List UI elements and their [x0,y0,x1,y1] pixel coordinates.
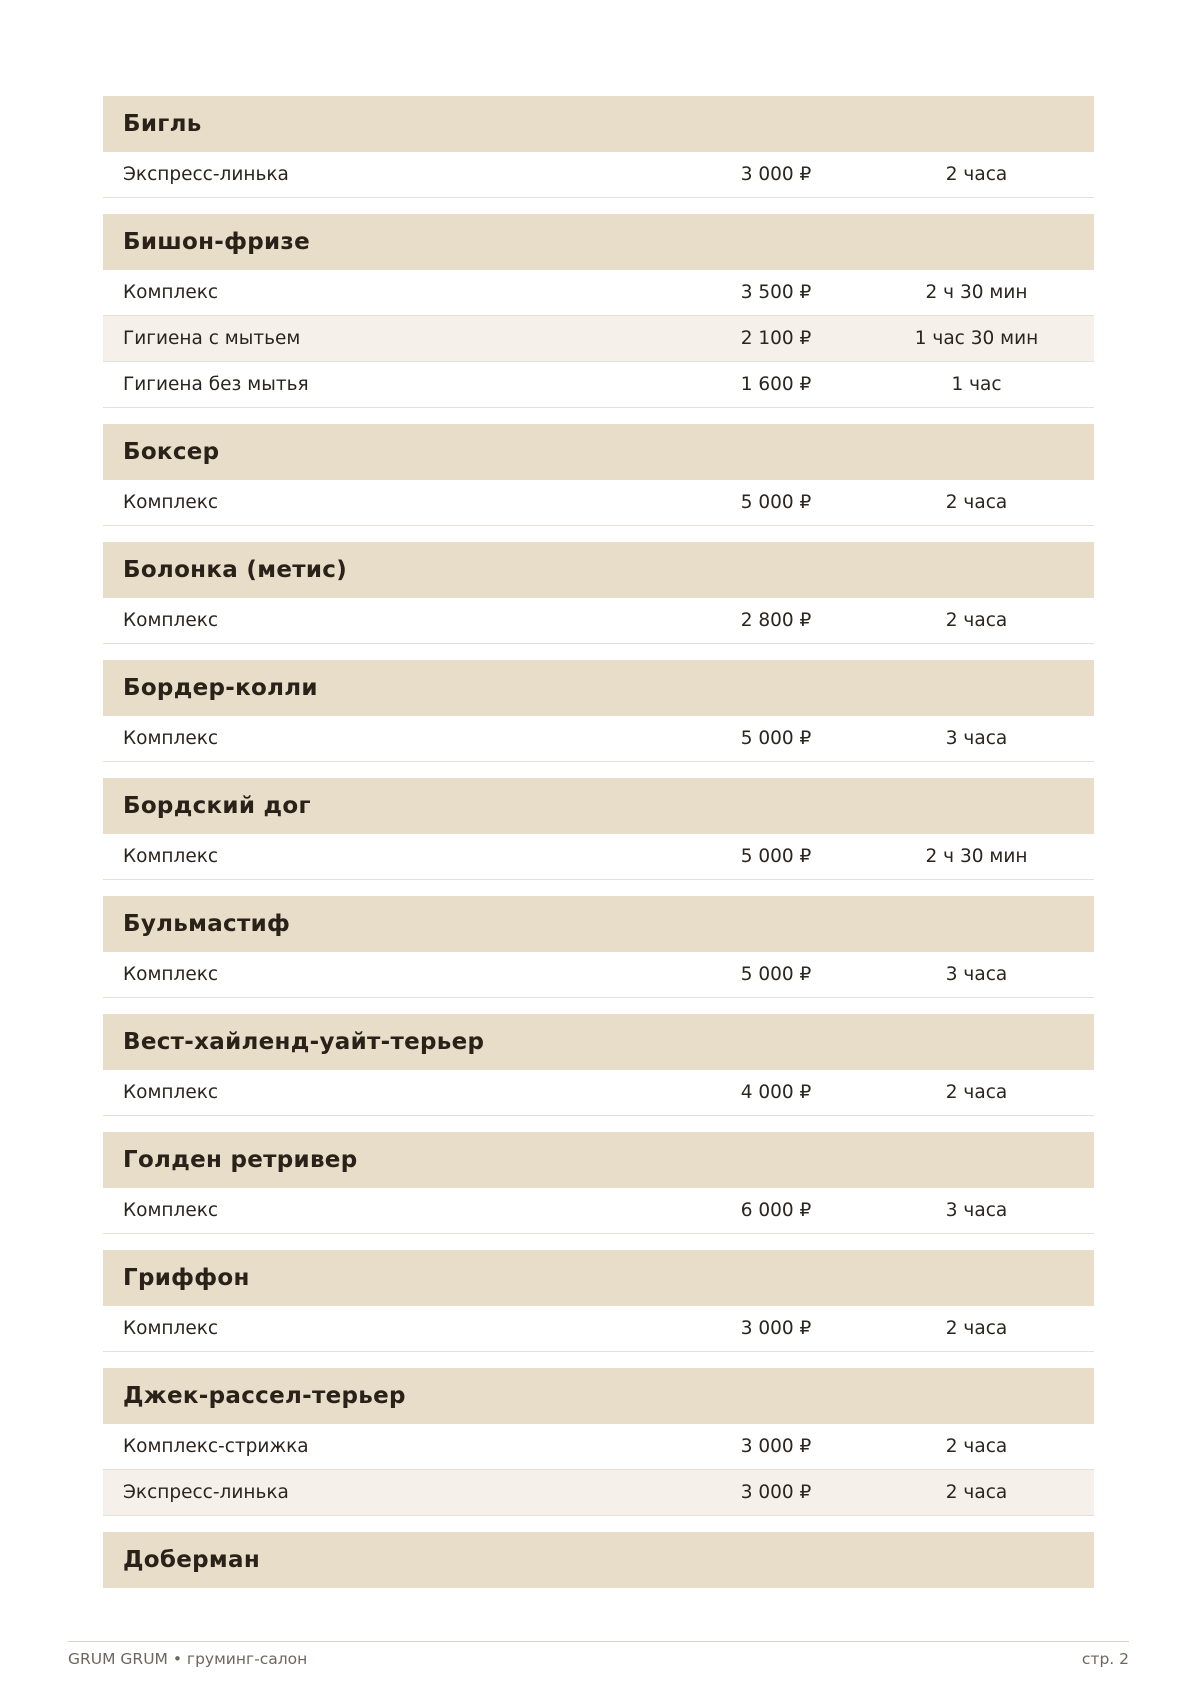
service-name: Комплекс-стрижка [123,1436,309,1457]
service-name: Комплекс [123,846,219,867]
service-price: 5 000 ₽ [740,728,812,749]
service-duration: 2 ч 30 мин [925,846,1028,867]
footer-divider [68,1641,1129,1642]
service-duration: 3 часа [945,1200,1008,1221]
breed-name: Бишон-фризе [103,214,1094,270]
breed-name: Голден ретривер [103,1132,1094,1188]
service-price: 3 000 ₽ [740,1482,812,1503]
service-duration: 2 часа [945,1482,1008,1503]
breed-section [103,896,1094,998]
breed-name: Вест-хайленд-уайт-терьер [103,1014,1094,1070]
service-row [103,1070,1094,1116]
service-row [103,316,1094,362]
breed-name: Гриффон [103,1250,1094,1306]
breed-name: Болонка (метис) [103,542,1094,598]
service-duration: 3 часа [945,964,1008,985]
service-row [103,362,1094,408]
service-price: 4 000 ₽ [740,1082,812,1103]
service-name: Комплекс [123,610,219,631]
service-duration: 2 часа [945,1436,1008,1457]
breed-name: Бордер-колли [103,660,1094,716]
service-row [103,952,1094,998]
page-number: стр. 2 [1081,1650,1129,1668]
breed-section [103,214,1094,408]
service-duration: 1 час [951,374,1002,395]
breed-name: Джек-рассел-терьер [103,1368,1094,1424]
breed-name: Доберман [103,1532,1094,1588]
service-duration: 2 часа [945,610,1008,631]
breed-name: Боксер [103,424,1094,480]
service-duration: 2 часа [945,1082,1008,1103]
breed-section [103,424,1094,526]
breed-section [103,660,1094,762]
service-row [103,1470,1094,1516]
service-name: Экспресс-линька [123,164,289,185]
service-row [103,270,1094,316]
breed-section [103,1368,1094,1516]
service-row [103,716,1094,762]
service-duration: 3 часа [945,728,1008,749]
service-row [103,152,1094,198]
breed-section [103,542,1094,644]
service-name: Комплекс [123,1318,219,1339]
breed-section [103,1132,1094,1234]
service-row [103,480,1094,526]
service-name: Комплекс [123,964,219,985]
service-row [103,1424,1094,1470]
service-price: 2 800 ₽ [740,610,812,631]
breed-name: Бульмастиф [103,896,1094,952]
breed-section [103,1532,1094,1588]
breed-section [103,778,1094,880]
service-name: Комплекс [123,492,219,513]
service-name: Комплекс [123,1200,219,1221]
price-table [103,96,1094,1604]
service-name: Комплекс [123,282,219,303]
service-row [103,598,1094,644]
service-price: 6 000 ₽ [740,1200,812,1221]
service-duration: 2 ч 30 мин [925,282,1028,303]
service-row [103,834,1094,880]
service-price: 3 000 ₽ [740,1436,812,1457]
service-row [103,1188,1094,1234]
service-duration: 1 час 30 мин [914,328,1039,349]
service-name: Комплекс [123,728,219,749]
breed-section [103,96,1094,198]
service-price: 3 500 ₽ [740,282,812,303]
service-duration: 2 часа [945,1318,1008,1339]
service-price: 5 000 ₽ [740,492,812,513]
breed-name: Бигль [103,96,1094,152]
service-name: Комплекс [123,1082,219,1103]
service-price: 3 000 ₽ [740,1318,812,1339]
footer-brand: GRUM GRUM • груминг-салон [68,1650,308,1668]
service-row [103,1306,1094,1352]
breed-section [103,1250,1094,1352]
service-name: Гигиена с мытьем [123,328,301,349]
service-price: 3 000 ₽ [740,164,812,185]
service-price: 5 000 ₽ [740,964,812,985]
breed-section [103,1014,1094,1116]
service-duration: 2 часа [945,164,1008,185]
service-price: 1 600 ₽ [740,374,812,395]
service-price: 5 000 ₽ [740,846,812,867]
service-duration: 2 часа [945,492,1008,513]
service-name: Гигиена без мытья [123,374,309,395]
breed-name: Бордский дог [103,778,1094,834]
service-price: 2 100 ₽ [740,328,812,349]
service-name: Экспресс-линька [123,1482,289,1503]
